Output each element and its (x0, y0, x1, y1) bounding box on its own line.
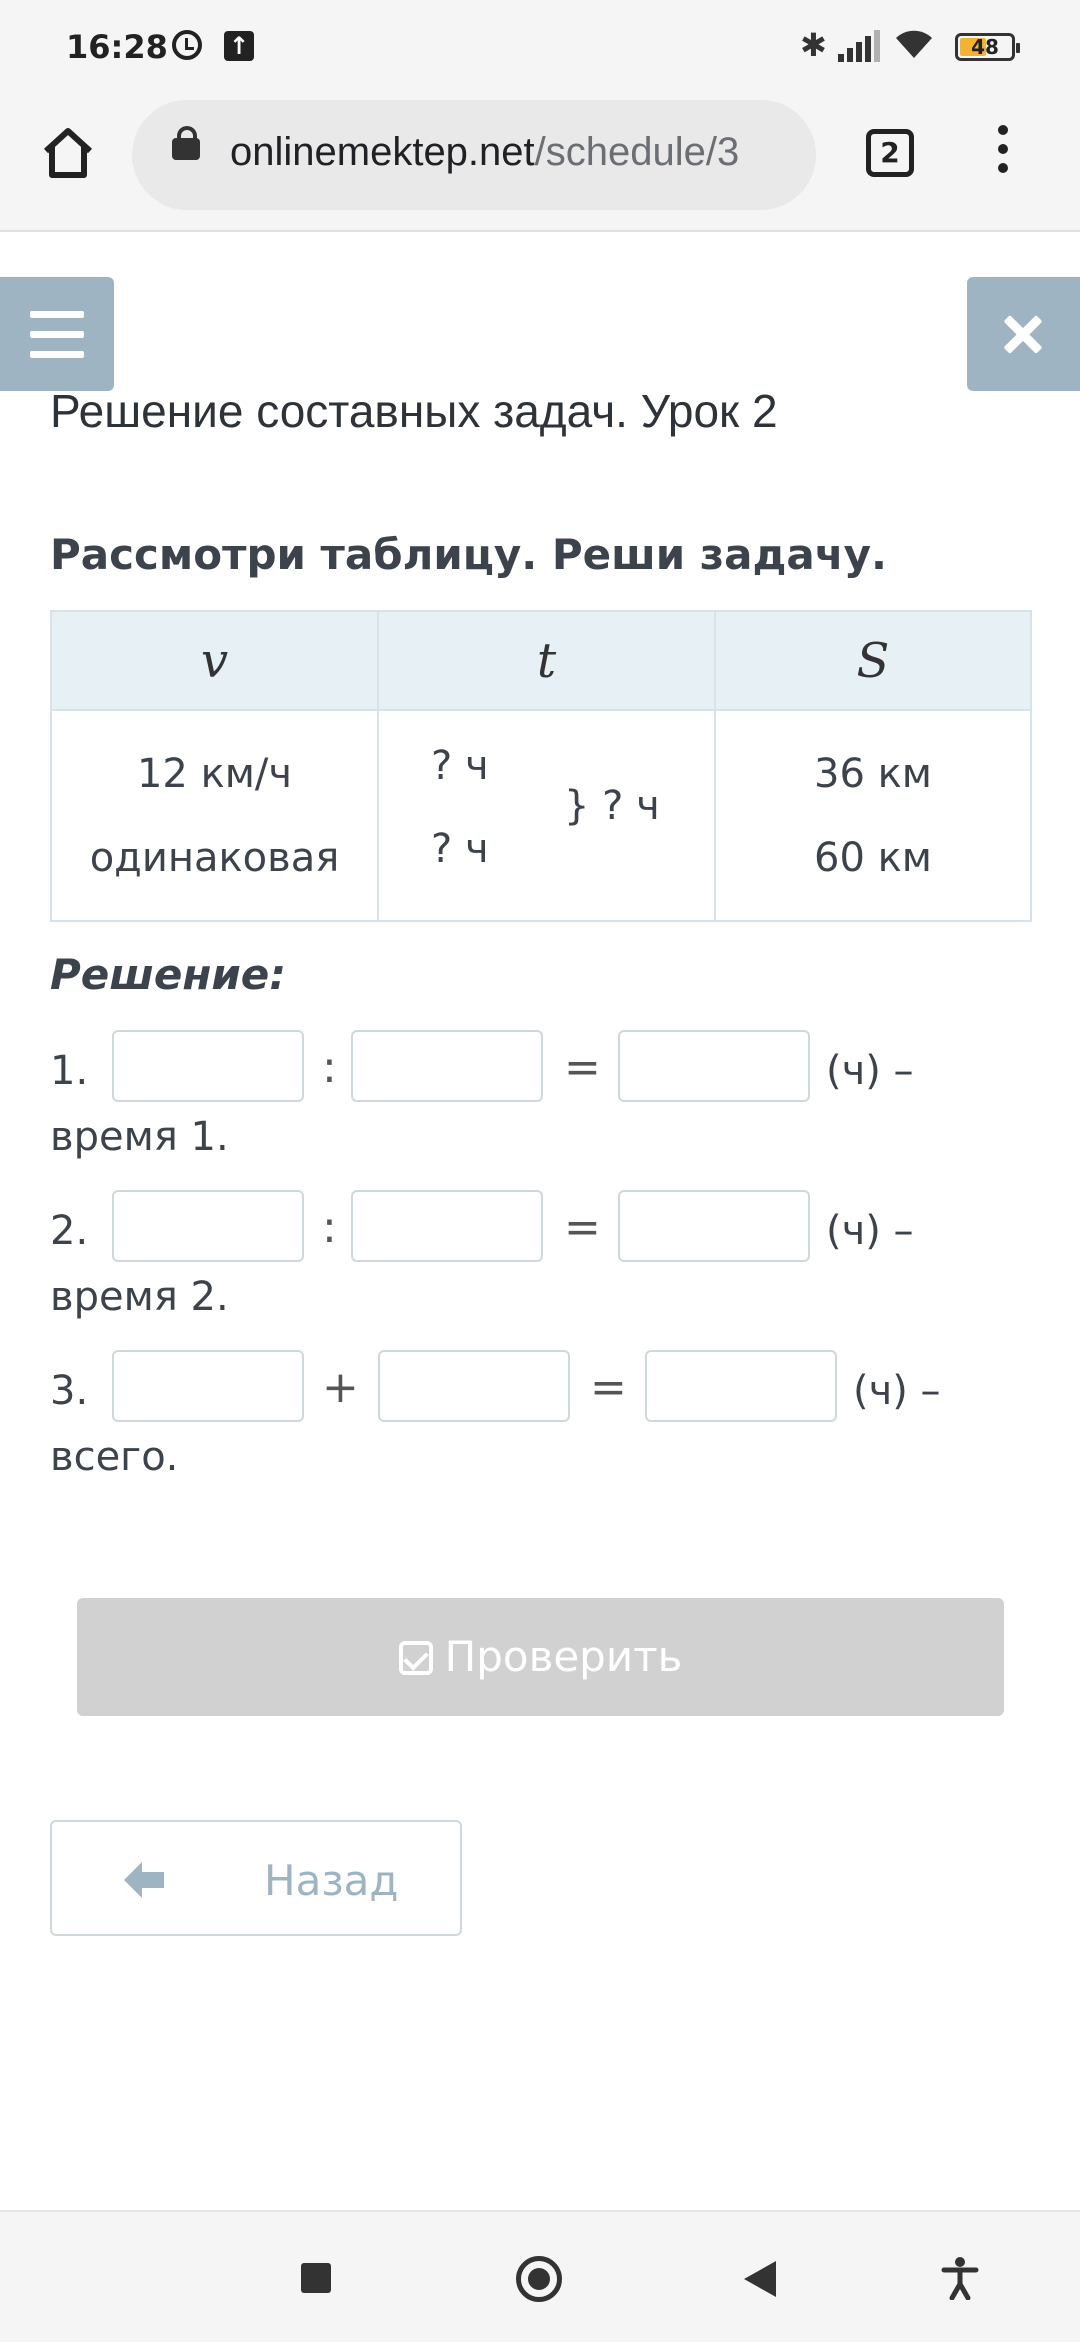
page-title: Решение составных задач. Урок 2 (50, 385, 778, 437)
signal-icon (838, 30, 880, 62)
more-menu-icon[interactable] (994, 125, 1012, 185)
browser-toolbar (0, 95, 1080, 232)
battery-level: 48 (971, 35, 999, 59)
equals-sign: = (564, 1202, 601, 1253)
step3-input-a[interactable] (112, 1350, 304, 1422)
checkbox-icon (399, 1641, 433, 1675)
alarm-icon (172, 30, 202, 60)
arrow-left-icon (122, 1860, 166, 1900)
speed-value-1: 12 км/ч (136, 750, 293, 797)
menu-button[interactable] (0, 277, 114, 391)
time-cell (378, 710, 715, 921)
distance-cell (715, 710, 1031, 921)
equals-sign: = (564, 1042, 601, 1093)
step-unit: (ч) – (853, 1368, 941, 1414)
step1-input-a[interactable] (112, 1030, 304, 1102)
step2-input-b[interactable] (351, 1190, 543, 1262)
system-nav-bar (0, 2210, 1080, 2342)
time-value-1: ? ч (431, 743, 489, 789)
check-button[interactable] (77, 1598, 1004, 1716)
home-nav-icon[interactable] (516, 2256, 562, 2302)
bluetooth-icon: ✱ (800, 26, 827, 64)
divide-sign: : (322, 1202, 337, 1253)
distance-value-1: 36 км (814, 750, 932, 797)
status-time: 16:28 (66, 28, 168, 66)
back-button[interactable] (50, 1820, 462, 1936)
step1-input-b[interactable] (351, 1030, 543, 1102)
step3-input-b[interactable] (378, 1350, 570, 1422)
speed-value-2: одинаковая (89, 834, 340, 881)
speed-cell (51, 710, 378, 921)
header-distance: S (715, 611, 1031, 710)
url-bar[interactable] (132, 100, 816, 210)
step-unit: (ч) – (826, 1208, 914, 1254)
step-caption: время 1. (50, 1114, 229, 1160)
battery-icon (955, 33, 1015, 61)
close-button[interactable] (967, 277, 1080, 391)
step3-input-result[interactable] (645, 1350, 837, 1422)
back-button-label: Назад (264, 1856, 399, 1905)
tabs-button[interactable]: 2 (866, 129, 914, 177)
home-icon[interactable] (40, 125, 96, 181)
task-instruction: Рассмотри таблицу. Реши задачу. (50, 530, 887, 579)
accessibility-icon[interactable] (940, 2256, 980, 2300)
step-caption: всего. (50, 1434, 179, 1480)
step2-input-a[interactable] (112, 1190, 304, 1262)
plus-sign: + (322, 1362, 359, 1413)
step2-input-result[interactable] (618, 1190, 810, 1262)
solution-label: Решение: (50, 950, 287, 999)
step-number: 2. (50, 1208, 89, 1254)
header-speed: v (51, 611, 378, 710)
step1-input-result[interactable] (618, 1030, 810, 1102)
url-text[interactable]: onlinemektep.net/schedule/3 (230, 130, 740, 174)
recents-icon[interactable] (301, 2263, 331, 2293)
time-value-2: ? ч (431, 826, 489, 872)
divide-sign: : (322, 1042, 337, 1093)
check-button-label: Проверить (444, 1632, 683, 1681)
status-bar (0, 0, 1080, 95)
wifi-icon (894, 28, 934, 60)
header-time: t (378, 611, 715, 710)
upload-icon: ↑ (224, 31, 254, 61)
step-caption: время 2. (50, 1274, 229, 1320)
data-table (50, 610, 1032, 922)
time-total: } ? ч (564, 783, 660, 829)
equals-sign: = (590, 1362, 627, 1413)
step-number: 1. (50, 1048, 89, 1094)
step-number: 3. (50, 1368, 89, 1414)
distance-value-2: 60 км (814, 834, 932, 881)
step-unit: (ч) – (826, 1048, 914, 1094)
back-nav-icon[interactable] (744, 2261, 776, 2297)
lock-icon (172, 138, 200, 160)
